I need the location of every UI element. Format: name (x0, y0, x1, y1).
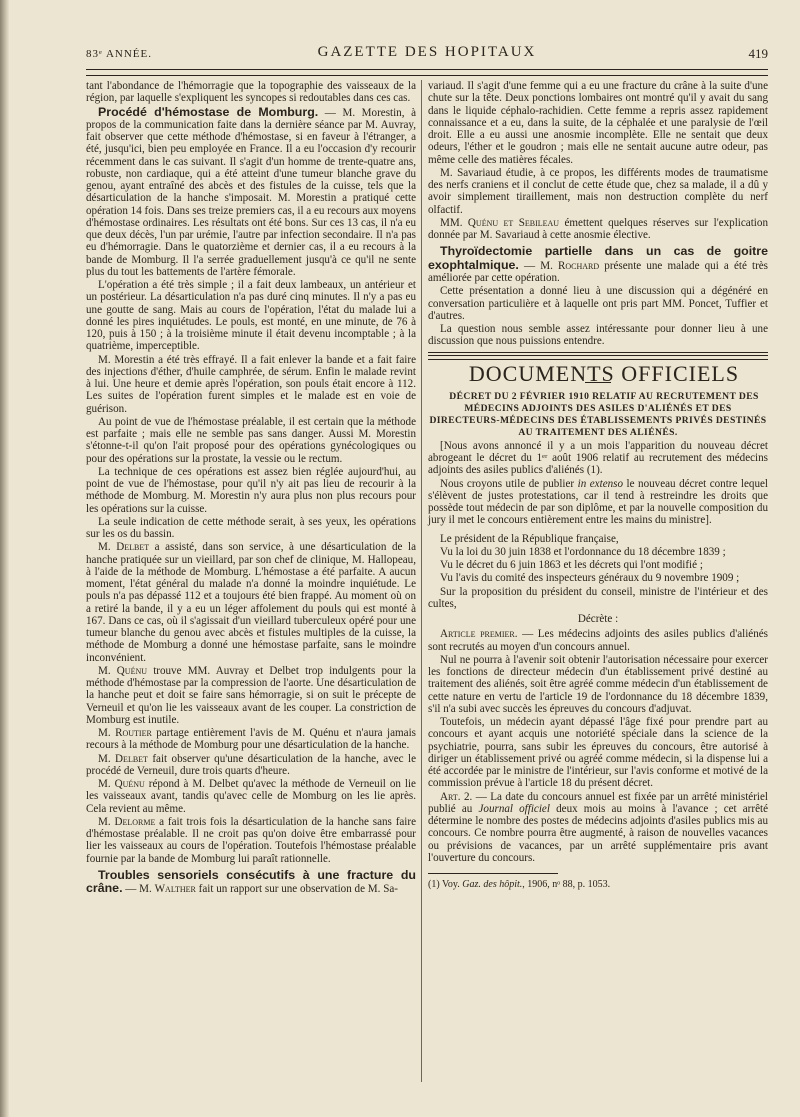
speaker-name: Walther (154, 883, 196, 896)
paragraph (86, 753, 416, 778)
paragraph-text: a fait trois fois la désarticulation de la hanche sans faire d'hémostase préalable. Il ne croit pas qu'on doive être embarrassé pour lier les vaisseaux au cours de l'opération. Toutefois l'hémostase préalable fournie par la bande de Momburg lui paraît rationnelle. (86, 815, 417, 865)
paragraph: La question nous semble assez intéressante pour donner lieu à une discussion que nous puissions entendre. (428, 323, 768, 348)
editorial-note (428, 440, 768, 527)
decree-heading: DÉCRET DU 2 FÉVRIER 1910 RELATIF AU RECRUTEMENT DES MÉDECINS ADJOINTS DES ASILES D'ALIÉNÉS ET DES DIRECTEURS-MÉDECINS DES ÉTABLISSEMENTS PRIVÉS DESTINÉS AU TRAITEMENT DES ALIÉNÉS. (429, 390, 767, 438)
paragraph: Le président de la République française, (440, 532, 619, 545)
paragraph-text: fait un rapport sur une observation de M. Sa- (195, 883, 398, 896)
page-number: 419 (748, 46, 768, 61)
paragraph: variaud. Il s'agit d'une femme qui a eu une fracture du crâne à la suite d'une chute sur la tête. Deux ponctions lombaires ont montré qu'il y avait du sang dans le liquide céphalo-rachidien. Cette femme a repris assez rapidement connaissance et a eu, dans la suite, de la céphalée et une paralysie de l'œil droit. Elle a eu aussi une anosmie incomplète. Elle ne sentait que deux odeurs, l'éther et le goudron ; mais elle ne sentait aucune autre odeur, pas même celle des matières fécales. (428, 80, 768, 166)
speaker-name: MM. Quénu et Sebileau (440, 216, 560, 229)
left-column (86, 80, 416, 897)
paragraph: M. Morestin a été très effrayé. Il a fait enlever la bande et a fait faire des injections d'éther, d'huile camphrée, de sérum. Enfin le malade revint à lui. Une heure et demie après l'opération, son pouls était encore à 112. Les suites de l'opération furent simples et le malade est en voie de guérison. (86, 353, 416, 415)
decree-formula: Décrète : (577, 613, 619, 626)
section-heading: Thyroïdectomie partielle dans un cas de goitre exophtalmique. (428, 244, 768, 272)
page-header (86, 44, 768, 66)
footnote-rule (428, 873, 558, 874)
paragraph-text: — M. Morestin, à propos de la communication faite dans la dernière séance par M. Auvray, fait observer que cette méthode d'hémostase, si en faveur à l'étranger, a été, jusqu'ici, bien peu employée en France. Il a eu l'occasion d'y recourir récemment dans le cas suivant. Il s'agit d'un homme de trente-quatre ans, robuste, non cardiaque, qui a été atteint d'une tumeur blanche grave du genou, ayant entraîné des abcès et des fistules de la cuisse, tels que la désarticulation de la hanche s'imposait. M. Morestin a pratiqué cette opération 14 fois. Dans ses treize premiers cas, il a eu recours aux moyens d'hémostase ordinaires. Les résultats ont été bons. Sur ces 13 cas, il n'a eu que deux décès, l'un par urémie, l'autre par infection secondaire. Il n'a pas eu d'hémorragie. Dans le quatorzième et dernier cas, il a eu recours à la bande de Momburg. Il l'a serrée graduellement jusqu'à ce qu'il ne sente plus du tout les battements de l'artère fémorale. (86, 106, 416, 278)
speaker-name: M. Quénu (98, 664, 148, 677)
paragraph (428, 217, 768, 242)
paragraph: M. Savariaud étudie, à ce propos, les différents modes de traumatisme des nerfs craniens et il conclut de cette étude que, chez sa malade, il a dû y avoir simplement tiraillement, mais non destruction complète du nerf olfactif. (428, 166, 768, 216)
paragraph: La seule indication de cette méthode serait, à ses yeux, les opérations sur les os du bassin. (86, 515, 416, 541)
section-troubles-sensoriels (86, 869, 416, 896)
paragraph (86, 778, 416, 815)
section-double-rule (428, 355, 768, 360)
article-label: Article premier. (440, 628, 518, 641)
paragraph: Sur la proposition du président du conseil, ministre de l'intérieur et des cultes, (428, 585, 768, 610)
paragraph-text: — Les médecins adjoints des asiles publics d'aliénés sont recrutés au moyen d'un concours annuel. (428, 628, 769, 653)
paragraph-text: fait observer qu'une désarticulation de la hanche, avec le procédé de Verneuil, dure trois quarts d'heure. (86, 752, 417, 777)
journal-title: GAZETTE DES HOPITAUX (317, 44, 537, 60)
paragraph: Au point de vue de l'hémostase préalable, il est certain que la méthode est parfaite ; mais elle ne semble pas sans danger. Aussi M. Morestin s'étonne-t-il qu'on l'ait proposé pour des opérations gynécologiques ou pour des opérations sur la prostate, la vessie ou le rectum. (86, 415, 416, 465)
italic-text: in extenso (577, 477, 624, 490)
section-rule (428, 352, 768, 353)
paragraph-text: deux mois au moins à l'avance ; cet arrêté détermine le nombre des postes de médecins adjoints d'asiles publics mis au concours. Ce nombre pourra être augmenté, à raison de nouvelles vacances ou prévisions de vacances, par un arrêté supplémentaire pris avant l'ouverture du concours. (428, 802, 769, 864)
section-thyroidectomie (428, 245, 768, 284)
paragraph: tant l'abondance de l'hémorragie que la topographie des vaisseaux de la région, par laquelle s'expliquent les syncopes si redoutables dans ces cas. (86, 80, 416, 105)
paragraph-text: a assisté, dans son service, à une désarticulation de la hanche pratiquée sur un vieillard, par son chef de clinique, M. Hallopeau, à l'aide de la méthode de Momburg. L'hémostase a été parfaite. A aucun moment, l'état général du malade n'a donné la moindre inquiétude. Le pouls n'a pas dépassé 112 et a toujours été bien frappé. Au moment où on a retiré la bande, il y a eu un léger affolement du pouls qui est monté à 167. Dans ce cas, où il s'agissait d'un vieillard tuberculeux opéré pour une tumeur blanche du genou avec abcès et fistules multiples de la cuisse, la méthode de Momburg a donné une hémostase parfaite, sans le moindre inconvénient. (86, 541, 416, 664)
italic-text: Journal officiel (478, 802, 550, 815)
paragraph-text: — M. (122, 883, 155, 896)
paragraph: Nul ne pourra à l'avenir soit obtenir l'autorisation nécessaire pour exercer les fonctions de directeur médecin d'un établissement privé destiné au traitement des aliénés, soit être agréé comme médecin d'un établissement de cette nature en vertu de l'article 19 de l'ordonnance du 18 décembre 1839, s'il n'a subi avec succès les épreuves du concours d'adjuvat. (428, 653, 768, 715)
section-heading: Procédé d'hémostase de Momburg. (98, 104, 319, 119)
issue-label: 83ᵉ ANNÉE. (86, 48, 152, 60)
paragraph-text: émettent quelques réserves sur l'explication donnée par M. Savariaud à cette anosmie élective. (428, 216, 768, 241)
paragraph-text: présente une malade qui a été très améliorée par cette opération. (428, 259, 768, 285)
section-heading: Troubles sensoriels consécutifs à une fracture du crâne. (86, 867, 416, 896)
paragraph-text: — La date du concours annuel est fixée par un arrêté ministériel publié au (428, 790, 768, 815)
paragraph (428, 478, 768, 527)
paragraph: Vu le décret du 6 juin 1863 et les décrets qui l'ont modifié ; (440, 559, 703, 572)
section-momburg (86, 106, 416, 279)
speaker-name: M. Delbet (98, 752, 148, 765)
paragraph-text: partage entièrement l'avis de M. Quénu et n'aura jamais recours à la méthode de Momburg pour une désarticulation de la hanche. (86, 727, 417, 752)
article-1 (428, 628, 768, 653)
footnote-text: , 1906, nᵒ 88, p. 1053. (522, 879, 611, 891)
header-rule (86, 69, 768, 76)
paragraph-text: Nous croyons utile de publier (440, 477, 578, 490)
article-label: Art. 2. (440, 790, 473, 803)
speaker-name: M. Delorme (98, 815, 156, 828)
paragraph (86, 541, 416, 664)
footnote-text: (1) Voy. (428, 879, 463, 891)
speaker-name: M. Routier (98, 727, 152, 740)
paragraph: Cette présentation a donné lieu à une discussion qui a dégénéré en conversation particulière et à laquelle ont pris part MM. Poncet, Tuffier et d'autres. (428, 285, 768, 322)
paragraph (86, 665, 416, 726)
paragraph (86, 727, 416, 752)
paragraph-text: — M. (518, 259, 558, 272)
documents-title: DOCUMENTS OFFICIELS (468, 360, 740, 386)
paragraph-text: répond à M. Delbet qu'avec la méthode de Verneuil on lie les vaisseaux avant, tandis qu'avec celle de Momburg on les lie après. Cela revient au même. (86, 778, 416, 815)
paragraph (86, 816, 416, 865)
page-binding-edge (0, 0, 9, 1117)
speaker-name: M. Quénu (98, 778, 145, 791)
paragraph: [Nous avons annoncé il y a un mois l'apparition du nouveau décret abrogeant le décret du 1ᵉʳ août 1906 relatif au recrutement des médecins adjoints des asiles publics d'aliénés (1). (428, 439, 768, 477)
speaker-name: M. Delbet (98, 541, 150, 554)
paragraph: L'opération a été très simple ; il a fait deux lambeaux, un antérieur et un postérieur. La désarticulation n'a pas duré cinq minutes. Il n'y a pas eu une goutte de sang. Mais au cours de l'opération, l'état du malade lui a donné les pires inquiétudes. Le pouls, est monté, en une minute, de 76 à 120, puis à 150 ; à la troisième minute il était devenu incomptable ; à la quatrième, imperceptible. (86, 279, 416, 353)
speaker-name: Rochard (557, 259, 600, 272)
paragraph-text: trouve MM. Auvray et Delbet trop indulgents pour la méthode d'hémostase par la compression de l'aorte. Une désarticulation de la hanche peut et doit se faire sans hémorragie, si on suit le précepte de Verneuil et qu'on lie les vaisseaux avant de les couper. La constriction de Momburg est inutile. (86, 664, 416, 726)
paragraph: La technique de ces opérations est assez bien réglée aujourd'hui, au point de vue de l'hémostase, pour qu'il n'y ait pas lieu de recourir à la méthode de Momburg. M. Morestin n'y aura plus non plus recours pour les opérations sur la cuisse. (86, 465, 416, 515)
column-separator (421, 80, 422, 1082)
paragraph-text: le nouveau décret contre lequel s'élèvent de justes protestations, car il tend à restreindre les droits que possède tout médecin de par son diplôme, et par la nouvelle composition du jury il met le concours entièrement entre les mains du ministre]. (428, 477, 769, 527)
paragraph: Vu l'avis du comité des inspecteurs généraux du 9 novembre 1909 ; (440, 572, 740, 585)
article-2 (428, 791, 768, 865)
footnote (428, 879, 768, 891)
paragraph: Toutefois, un médecin ayant dépassé l'âge fixé pour prendre part au concours et ayant acquis une notoriété spéciale dans la science de la psychiatrie, pourra, sans subir les épreuves du concours, être autorisé à diriger un établissement privé ou agréé comme médecin, si la dispense lui a été accordée par le ministre de l'intérieur, sur l'avis conforme et motivé de la commission prévue à l'article 18 du présent décret. (428, 716, 768, 790)
italic-text: Gaz. des hôpit. (462, 879, 523, 891)
right-column (428, 80, 768, 892)
paragraph: Vu la loi du 30 juin 1838 et l'ordonnance du 18 décembre 1839 ; (440, 545, 726, 558)
